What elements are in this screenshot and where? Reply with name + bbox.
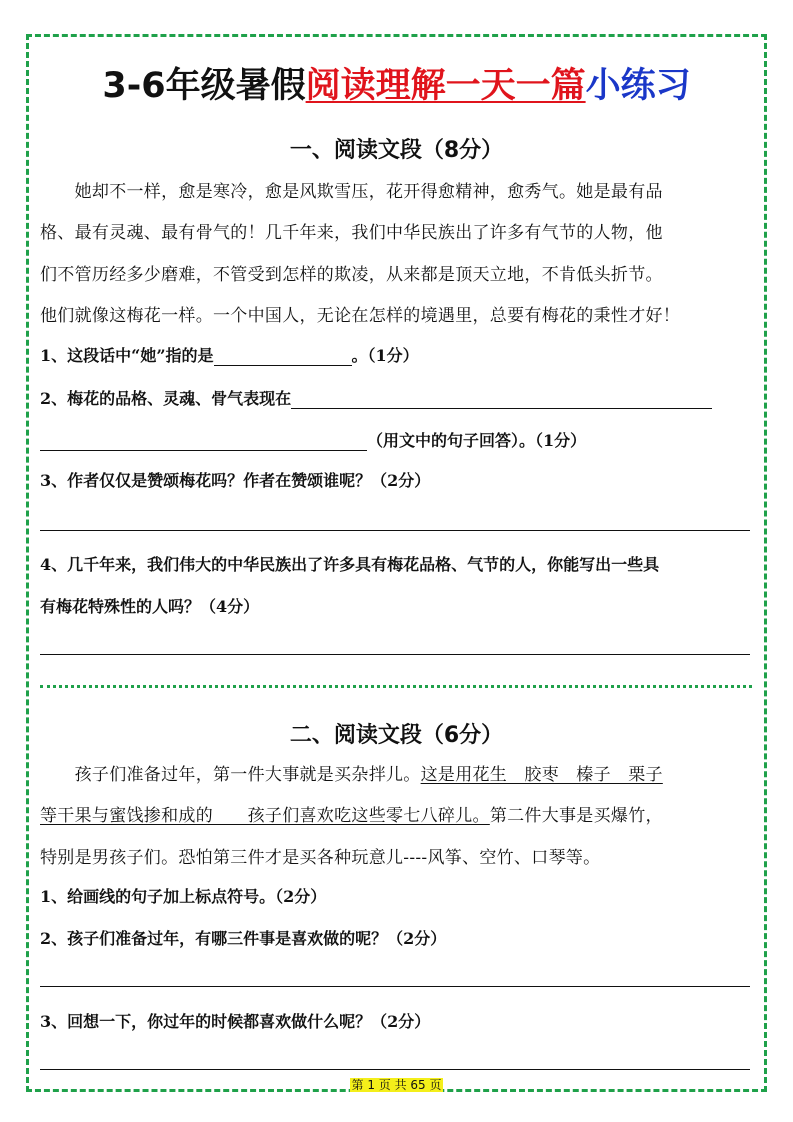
section1-question-3: 3、作者仅仅是赞颂梅花吗？作者在赞颂谁呢？（2分）	[40, 471, 431, 490]
section2-para-line-2-plain: 第二件大事是买爆竹，	[489, 806, 663, 826]
page-number: 第 1 页 共 65 页	[351, 1078, 442, 1092]
question-4-answer-line[interactable]	[40, 654, 750, 655]
section2-para-line-1-plain: 孩子们准备过年，第一件大事就是买杂拌儿。	[40, 765, 421, 785]
question-1-text: 1、这段话中“她”指的是	[40, 346, 214, 365]
section1-heading: 一、阅读文段（8分）	[289, 138, 504, 163]
section2-heading: 二、阅读文段（6分）	[289, 723, 504, 748]
section1-question-4-line-2: 有梅花特殊性的人吗？（4分）	[40, 597, 260, 616]
section2-question-2-answer-line[interactable]	[40, 986, 750, 987]
page-footer	[0, 1074, 793, 1093]
page-title	[0, 58, 793, 108]
section2-underlined-sentence-part-2: 等干果与蜜饯掺和成的 孩子们喜欢吃这些零七八碎儿。	[40, 806, 490, 826]
question-2-score: （用文中的句子回答）。（1分）	[367, 431, 587, 450]
section-divider	[40, 685, 752, 688]
section1-question-4-line-1: 4、几千年来，我们伟大的中华民族出了许多具有梅花品格、气节的人，你能写出一些具	[40, 555, 660, 574]
section2-question-3: 3、回想一下，你过年的时候都喜欢做什么呢？（2分）	[40, 1012, 431, 1031]
section2-question-1: 1、给画线的句子加上标点符号。（2分）	[40, 887, 327, 906]
question-2-answer-blank-2[interactable]	[40, 432, 367, 451]
section2-para-line-1	[40, 760, 754, 785]
title-part-practice: 小练习	[585, 66, 691, 106]
question-2-answer-blank-1[interactable]	[291, 390, 712, 409]
section2-question-3-answer-line[interactable]	[40, 1069, 750, 1070]
question-2-text: 2、梅花的品格、灵魂、骨气表现在	[40, 389, 292, 408]
section2-question-2: 2、孩子们准备过年，有哪三件事是喜欢做的呢？（2分）	[40, 929, 447, 948]
section2-para-line-2	[40, 801, 754, 826]
question-3-answer-line[interactable]	[40, 530, 750, 531]
section1-para-line-2: 格、最有灵魂、最有骨气的！几千年来，我们中华民族出了许多有气节的人物，他	[40, 223, 663, 243]
section1-para-line-1: 她却不一样，愈是寒冷，愈是风欺雪压，花开得愈精神，愈秀气。她是最有品	[40, 182, 663, 202]
section1-question-1	[40, 343, 754, 366]
section2-para-line-3: 特别是男孩子们。恐怕第三件才是买各种玩意儿----风筝、空竹、口琴等。	[40, 848, 601, 868]
question-1-answer-blank[interactable]	[214, 347, 352, 366]
section1-para-line-3: 们不管历经多少磨难，不管受到怎样的欺凌，从来都是顶天立地，不肯低头折节。	[40, 265, 663, 285]
question-1-score: 。（1分）	[351, 346, 419, 365]
title-part-grade: 3-6年级暑假	[102, 66, 306, 106]
section1-question-2	[40, 386, 754, 409]
section1-question-2-cont	[40, 428, 754, 451]
section1-para-line-4: 他们就像这梅花一样。一个中国人，无论在怎样的境遇里，总要有梅花的秉性才好！	[40, 306, 681, 326]
title-part-reading: 阅读理解一天一篇	[305, 66, 586, 106]
section2-underlined-sentence-part-1: 这是用花生 胶枣 榛子 栗子	[420, 765, 663, 785]
